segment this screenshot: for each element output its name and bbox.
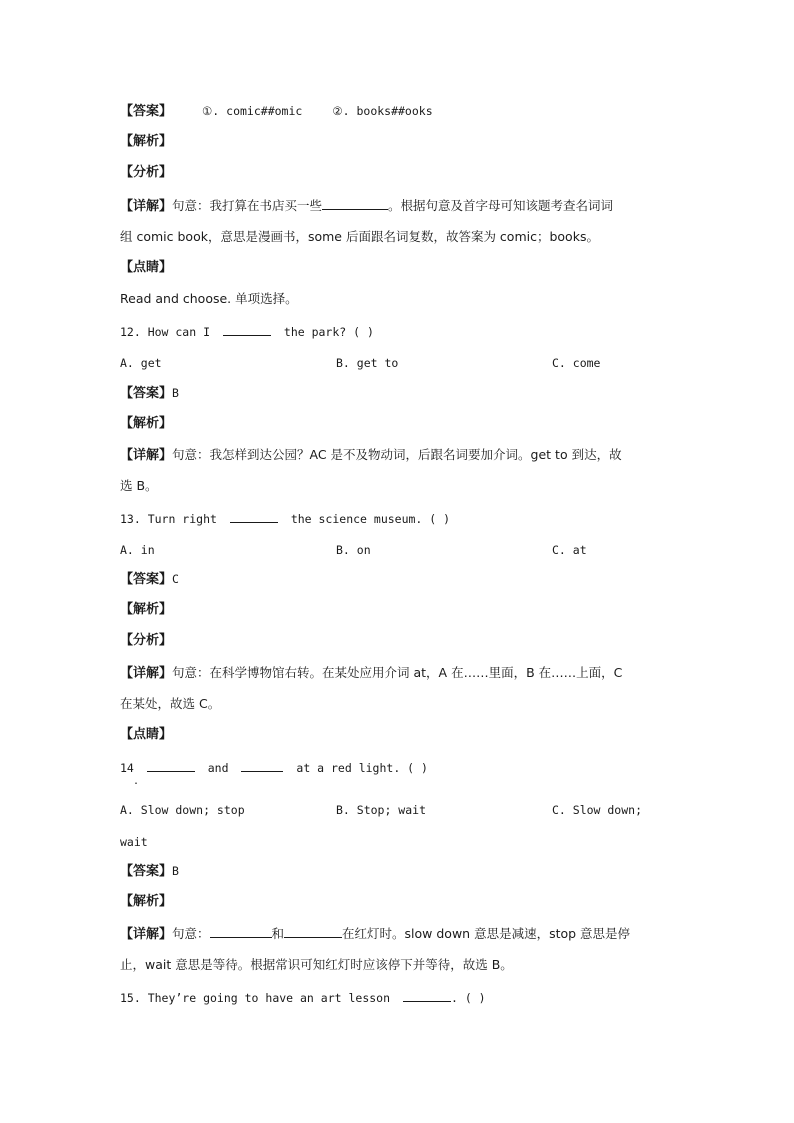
q13-stem-a: 13. Turn right [120, 512, 217, 526]
q15-stem-b: . ( ) [450, 991, 486, 1005]
q11-answer-1: ①. comic##omic [202, 104, 303, 118]
q12-detail-line-1 [120, 445, 622, 466]
q13-dianjing-label: 【点睛】 [120, 727, 173, 742]
q11-detail-text-a: 句意：我打算在书店买一些 [172, 198, 323, 213]
q14-option-a: A. Slow down; stop [120, 803, 245, 817]
q11-answer-line [120, 101, 433, 122]
answer-blank [230, 509, 278, 523]
q14-option-c: C. Slow down; [552, 803, 643, 817]
q11-answer-2: ②. books##ooks [332, 104, 433, 118]
q12-option-a: A. get [120, 356, 162, 370]
q14-detail-text-a: 句意： [172, 926, 210, 941]
q14-detail-line-1 [120, 924, 630, 945]
answer-label: 【答案】 [120, 386, 173, 401]
q12-stem-b: the park? ( ) [283, 325, 374, 339]
q12-stem-a: 12. How can I [120, 325, 211, 339]
q14-answer-line [120, 861, 179, 882]
answer-blank [210, 924, 272, 938]
answer-blank [241, 758, 283, 772]
detail-label: 【详解】 [120, 199, 173, 214]
q15-stem [120, 988, 486, 1008]
q11-fenxi-label: 【分析】 [120, 165, 173, 180]
q13-stem-b: the science museum. ( ) [290, 512, 451, 526]
q11-analysis-label: 【解析】 [120, 134, 173, 149]
detail-label: 【详解】 [120, 666, 173, 681]
answer-label: 【答案】 [120, 864, 173, 879]
q14-number: 14 [120, 761, 134, 775]
q12-stem [120, 322, 374, 342]
q14-stem [120, 758, 428, 778]
q11-dianjing-label: 【点睛】 [120, 260, 173, 275]
q13-answer: C [172, 572, 179, 586]
q12-answer: B [172, 386, 179, 400]
answer-label: 【答案】 [120, 104, 173, 119]
q13-fenxi-label: 【分析】 [120, 633, 173, 648]
answer-blank [284, 924, 342, 938]
q11-detail-line-1 [120, 196, 613, 217]
q12-option-c: C. come [552, 356, 601, 370]
q11-detail-line-2: 组 comic book，意思是漫画书，some 后面跟名词复数，故答案为 comic；books。 [120, 229, 599, 244]
q12-analysis-label: 【解析】 [120, 416, 173, 431]
q14-number-dot: . [133, 776, 140, 787]
q13-answer-line [120, 569, 179, 590]
q14-option-b: B. Stop; wait [336, 803, 427, 817]
q14-stem-and: and [207, 761, 229, 775]
q13-analysis-label: 【解析】 [120, 602, 173, 617]
q14-stem-b: at a red light. ( ) [296, 761, 428, 775]
answer-blank [223, 322, 271, 336]
answer-blank [147, 758, 195, 772]
section-heading: Read and choose. 单项选择。 [120, 291, 298, 306]
q13-option-c: C. at [552, 543, 587, 557]
q14-detail-line-2: 止，wait 意思是等待。根据常识可知红灯时应该停下并等待，故选 B。 [120, 957, 513, 972]
q14-detail-and: 和 [271, 926, 285, 941]
q12-option-b: B. get to [336, 356, 399, 370]
q14-option-c-wrap: wait [120, 835, 148, 849]
q11-detail-text-b: 。根据句意及首字母可知该题考查名词词 [388, 198, 614, 213]
q15-stem-a: 15. They’re going to have an art lesson [120, 991, 391, 1005]
q14-detail-text-b: 在红灯时。slow down 意思是减速，stop 意思是停 [342, 926, 631, 941]
q12-answer-line [120, 383, 179, 404]
q13-detail-line-1 [120, 663, 622, 684]
q13-option-a: A. in [120, 543, 155, 557]
q14-analysis-label: 【解析】 [120, 894, 173, 909]
q13-detail-text: 句意：在科学博物馆右转。在某处应用介词 at，A 在……里面，B 在……上面，C [172, 665, 623, 680]
q12-detail-line-2: 选 B。 [120, 478, 158, 493]
q13-detail-line-2: 在某处，故选 C。 [120, 696, 221, 711]
detail-label: 【详解】 [120, 927, 173, 942]
detail-label: 【详解】 [120, 448, 173, 463]
q13-option-b: B. on [336, 543, 371, 557]
q12-detail-text: 句意：我怎样到达公园？AC 是不及物动词，后跟名词要加介词。get to 到达，故 [172, 447, 622, 462]
answer-label: 【答案】 [120, 572, 173, 587]
answer-blank [403, 988, 451, 1002]
q14-answer: B [172, 864, 179, 878]
q13-stem [120, 509, 450, 529]
answer-blank [322, 196, 388, 210]
